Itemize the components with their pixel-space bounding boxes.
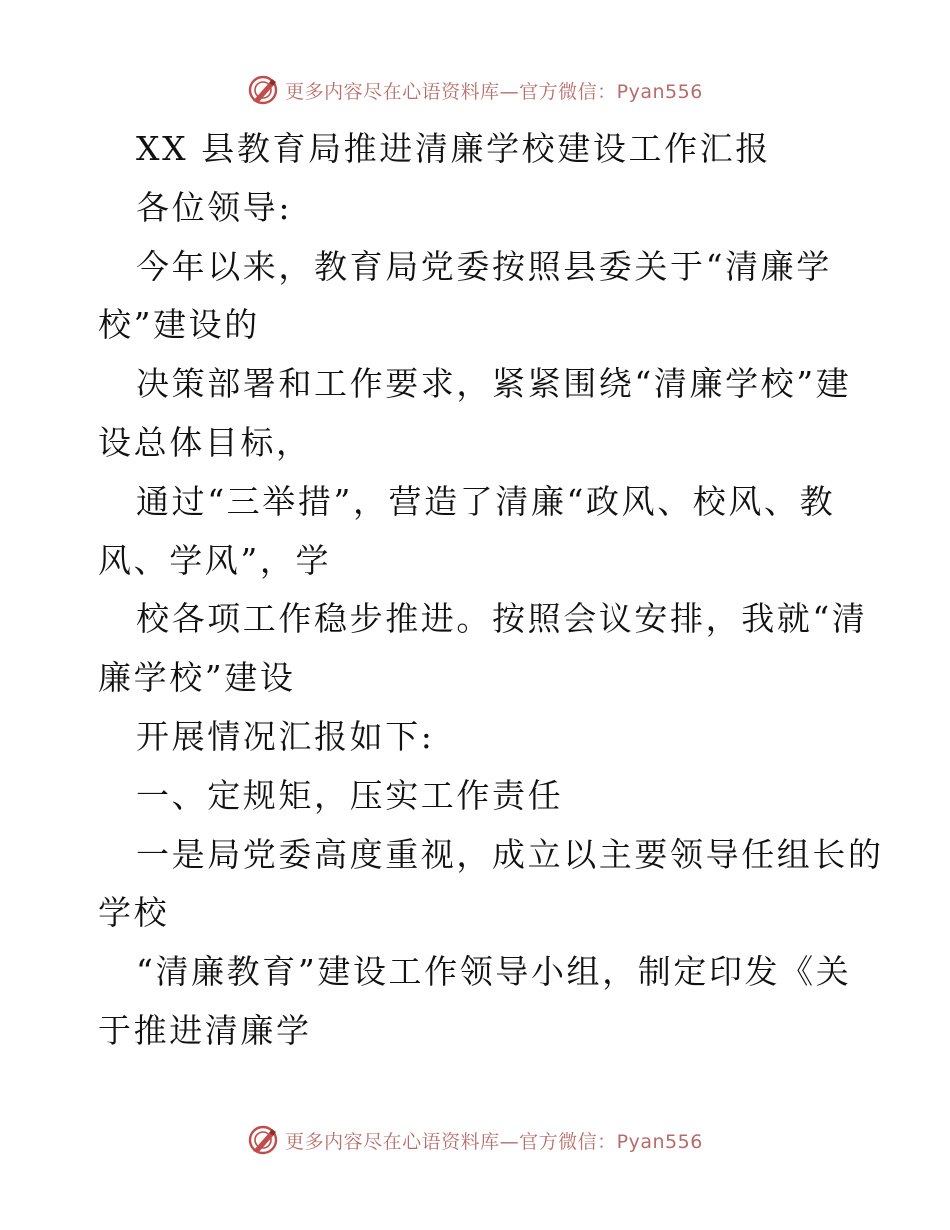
document-line: “清廉教育”建设工作领导小组，制定印发《关: [136, 952, 852, 992]
document-line: 各位领导:: [136, 187, 293, 227]
document-line: 开展情况汇报如下:: [136, 716, 435, 756]
document-line: 廉学校”建设: [98, 658, 296, 698]
document-body: [98, 120, 884, 1061]
document-line: 校各项工作稳步推进。按照会议安排，我就“清: [136, 599, 868, 639]
pen-logo-icon: [247, 74, 279, 106]
watermark-text: 更多内容尽在心语资料库—官方微信：Pyan556: [285, 80, 703, 103]
document-line: 通过“三举措”，营造了清廉“政风、校风、教: [136, 481, 836, 521]
document-line: 一是局党委高度重视，成立以主要领导任组长的: [136, 834, 884, 874]
document-line: 校”建设的: [98, 305, 260, 345]
watermark-banner-bottom: [0, 1122, 950, 1158]
watermark-text: 更多内容尽在心语资料库—官方微信：Pyan556: [285, 1130, 703, 1153]
document-line: XX 县教育局推进清廉学校建设工作汇报: [136, 129, 771, 168]
document-line: 于推进清廉学: [98, 1010, 312, 1050]
watermark-banner-top: [0, 72, 950, 108]
document-line: 设总体目标，: [98, 422, 312, 462]
document-line: 风、学风”，学: [98, 540, 332, 580]
document-line: 决策部署和工作要求，紧紧围绕“清廉学校”建: [136, 364, 852, 404]
pen-logo-icon: [247, 1124, 279, 1156]
document-line: 学校: [98, 893, 170, 933]
document-line: 今年以来，教育局党委按照县委关于“清廉学: [136, 246, 832, 286]
document-line: 一、定规矩，压实工作责任: [136, 775, 564, 815]
